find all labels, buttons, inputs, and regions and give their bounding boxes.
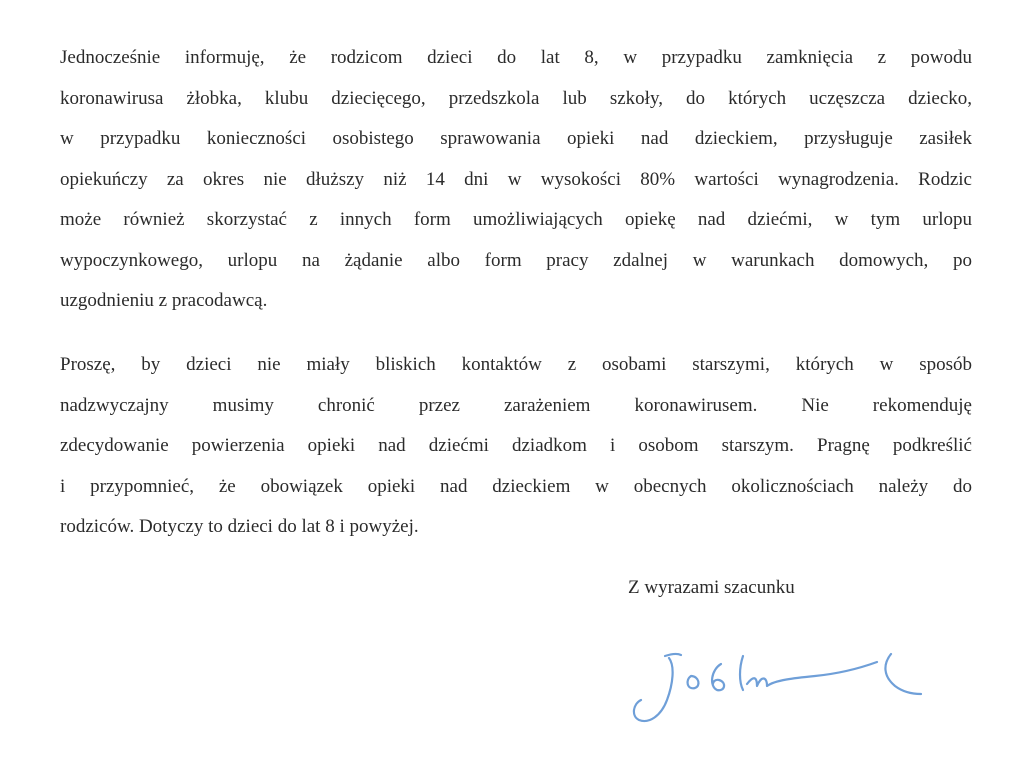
paragraph-line: nadzwyczajny musimy chronić przez zarażeniem koronawirusem. Nie rekomenduję (60, 394, 972, 416)
closing-salutation: Z wyrazami szacunku (628, 577, 795, 598)
signature-strokes (634, 654, 921, 721)
paragraph-line: Proszę, by dzieci nie miały bliskich kontaktów z osobami starszymi, których w sposób (60, 354, 972, 375)
paragraph-line: rodziców. Dotyczy to dzieci do lat 8 i powyżej. (60, 516, 419, 537)
paragraph-line: w przypadku konieczności osobistego sprawowania opieki nad dzieckiem, przysługuje zasiłek (60, 128, 972, 149)
paragraph-line: zdecydowanie powierzenia opieki nad dziećmi dziadkom i osobom starszym. Pragnę podkreślić (60, 435, 972, 456)
paragraph-line: może również skorzystać z innych form umożliwiających opiekę nad dziećmi, w tym urlopu (60, 209, 972, 230)
paragraph-line: wypoczynkowego, urlopu na żądanie albo form pracy zdalnej w warunkach domowych, po (60, 249, 972, 271)
paragraph-1 (60, 38, 972, 322)
paragraph-2 (60, 345, 972, 548)
handwritten-signature (625, 636, 925, 736)
paragraph-line: koronawirusa żłobka, klubu dziecięcego, przedszkola lub szkoły, do których uczęszcza dziecko, (60, 87, 972, 109)
paragraph-line: uzgodnieniu z pracodawcą. (60, 290, 268, 311)
paragraph-line: Jednocześnie informuję, że rodzicom dzieci do lat 8, w przypadku zamknięcia z powodu (60, 47, 972, 68)
paragraph-line: i przypomnieć, że obowiązek opieki nad dzieckiem w obecnych okolicznościach należy do (60, 475, 972, 497)
paragraph-line: opiekuńczy za okres nie dłuższy niż 14 dni w wysokości 80% wartości wynagrodzenia. Rodzic (60, 168, 972, 190)
